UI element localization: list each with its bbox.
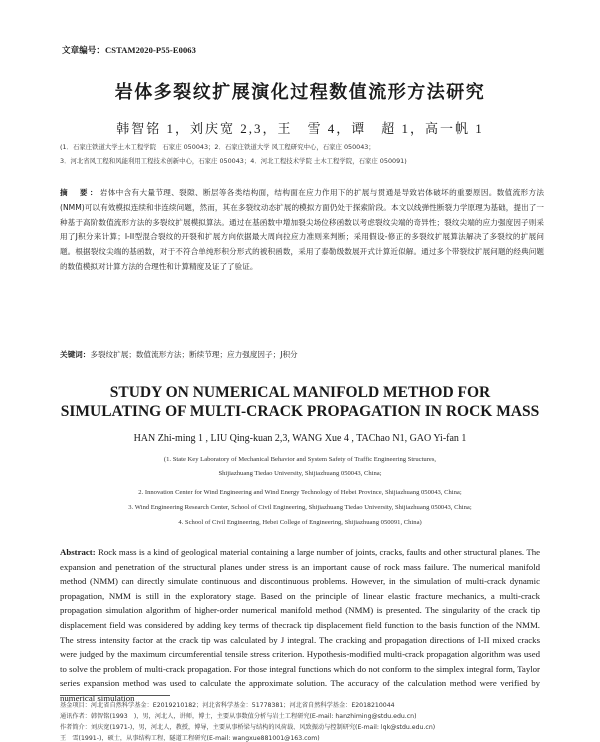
english-affiliation-1b: Shijiazhuang Tiedao University, Shijiazhuang 050043, China; <box>218 470 382 477</box>
english-abstract-text: Rock mass is a kind of geological material containing a large number of joints, cracks, faults and other structural planes. The expansion and penetration of the structural planes under stress is an important cause of rock mass failure. The numerical manifold method (NMM) can directly simulate continuous and discontinuous problems. However, in the simulation of multi-crack dynamic propagation, NMM is still in the exploratory stage. Based on the principle of linear elastic fracture mechanics, a multi-crack propagation simulation algorithm of higher-order numerical manifold method (NMM) is presented. The singularity of the crack tip displacement field was considered by adding key terms of thecrack tip displacement field function to the basis function of the NMM. The stress intensity factor at the crack tip was calculated by J integral. The cracking and propagation directions of I-II mixed cracks were judged by the maximum circumferential tensile stress criterion. Hypothesis-modified multi-crack propagation algorithm was used to solve the problem of multi-crack propagation. For those integral functions which do not conform to the simplex integral form, Taylor series expansion method was used to calculate the approximate solution. The accuracy of the calculation method were verified by numerical simulation <box>60 547 540 703</box>
english-affiliation-1a: (1. State Key Laboratory of Mechanical Behavior and System Safety of Traffic Engineering Structures, <box>163 456 437 463</box>
chinese-authors: 韩智铭 1，刘庆宽 2,3，王 雪 4，谭 超 1，高一帆 1 <box>116 121 484 136</box>
english-abstract <box>60 545 540 706</box>
chinese-keywords-text: 多裂纹扩展；数值流形方法；断续节理；应力强度因子；J积分 <box>90 350 298 359</box>
english-affiliation-4: 4. School of Civil Engineering, Hebei College of Engineering, Shijiazhuang 050091, China) <box>178 519 422 526</box>
chinese-keywords <box>60 349 544 360</box>
english-abstract-label: Abstract: <box>60 547 96 557</box>
chinese-affiliation-1: (1．石家庄铁道大学土木工程学院 石家庄 050043；2．石家庄铁道大学 风工程研究中心，石家庄 050043； <box>60 143 375 151</box>
english-title-line-1: STUDY ON NUMERICAL MANIFOLD METHOD FOR <box>109 384 491 401</box>
english-authors: HAN Zhi-ming 1 , LIU Qing-kuan 2,3, WANG Xue 4 , TAChao N1, GAO Yi-fan 1 <box>133 433 467 444</box>
footnote-author-bio: 作者简介：刘庆宽(1971-)，男，河北人，教授，博导，主要从事桥梁与结构的风荷载、风致振动与控制研究(E-mail: lqk@stdu.edu.cn) <box>60 724 436 731</box>
chinese-title: 岩体多裂纹扩展演化过程数值流形方法研究 <box>114 82 486 103</box>
english-affiliation-3: 3. Wind Engineering Research Center, School of Civil Engineering, Shijiazhuang Tiedao University, Shijiazhuang 050043, China; <box>128 504 472 511</box>
chinese-abstract-text: 岩体中含有大量节理、裂隙、断层等各类结构面，结构面在应力作用下的扩展与贯通是导致岩体破坏的重要原因。数值流形方法(NMM)可以有效模拟连续和非连续问题，然而，其在多裂纹动态扩展的模拟方面仍处于探索阶段。本文以线弹性断裂力学原理为基础，提出了一种基于高阶数值流形方法的多裂纹扩展模拟算法。通过在基函数中增加裂尖场位移函数以考虑裂纹尖端的奇异性；裂纹尖端的应力强度因子则采用了J积分来计算；I-II型混合裂纹的开裂和扩展方向依据最大周向拉应力准则来判断；采用假设-修正的多裂纹扩展算法解决了多裂纹的扩展问题。根据裂纹尖端的基函数，对于不符合单纯形积分形式的被积函数，采用了泰勒级数展开式计算近似解。通过多个带裂纹扩展问题的经典问题的数值模拟对计算方法的合理性和计算精度及证了了验证。 <box>60 188 545 271</box>
chinese-abstract <box>60 186 544 275</box>
footnote-corresponding-author: 通讯作者：韩智铭(1993 )，男，河北人，讲师，博士，主要从事数值分析与岩土工程研究(E-mail: hanzhiming@stdu.edu.cn) <box>60 713 417 720</box>
english-title-line-2: SIMULATING OF MULTI-CRACK PROPAGATION IN ROCK MASS <box>60 403 540 420</box>
english-title <box>0 383 600 421</box>
footnote-divider <box>60 695 170 696</box>
footnote-author-bio-2: 王 雪(1991-)，硕士，从事结构工程，隧道工程研究(E-mail: wangxue881001@163.com) <box>60 735 320 742</box>
english-affiliation-2: 2. Innovation Center for Wind Engineering and Wind Energy Technology of Hebei Province, Shijiazhuang 050043, China; <box>138 489 462 496</box>
chinese-abstract-label: 摘 要： <box>60 188 100 197</box>
article-id: 文章编号：CSTAM2020-P55-E0063 <box>62 45 196 55</box>
chinese-affiliation-2: 3．河北省风工程和风能利用工程技术创新中心，石家庄 050043；4．河北工程技术学院 土木工程学院，石家庄 050091) <box>60 157 407 165</box>
chinese-keywords-label: 关键词： <box>60 350 91 359</box>
footnote-funding: 基金项目：河北省自然科学基金：E2019210182；河北省科学基金：51778381；河北省自然科学基金：E2018210044 <box>60 702 395 709</box>
